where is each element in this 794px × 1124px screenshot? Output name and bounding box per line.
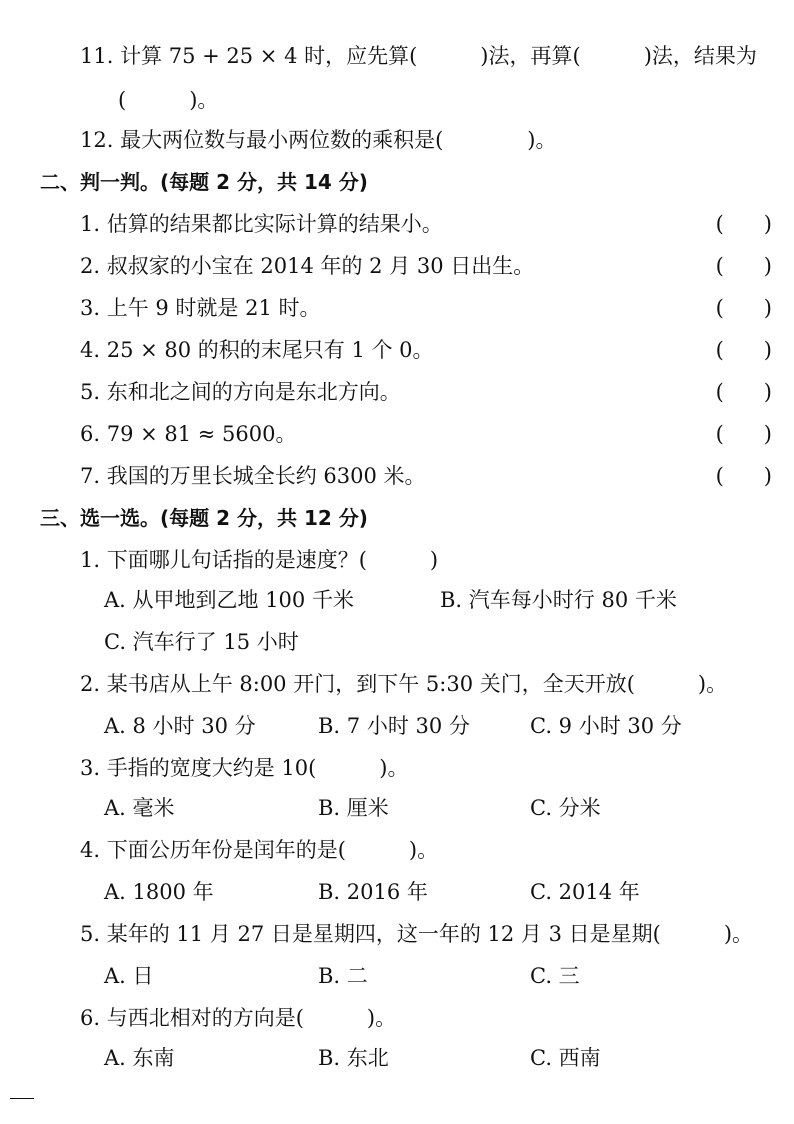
choice-question-4: 4. 下面公历年份是闰年的是( )。 xyxy=(80,838,439,862)
choice-5-option-c[interactable]: C. 三 xyxy=(530,964,580,988)
choice-question-3: 3. 手指的宽度大约是 10( )。 xyxy=(80,756,409,780)
judge-item-1: 1. 估算的结果都比实际计算的结果小。 xyxy=(80,212,443,236)
judge-answer-bracket-4[interactable]: ( ) xyxy=(715,338,772,362)
judge-answer-bracket-6[interactable]: ( ) xyxy=(715,422,772,446)
choice-4-option-b[interactable]: B. 2016 年 xyxy=(318,880,428,904)
question-12: 12. 最大两位数与最小两位数的乘积是( )。 xyxy=(80,128,557,152)
judge-answer-bracket-1[interactable]: ( ) xyxy=(715,212,772,236)
question-11-line-1: 11. 计算 75 + 25 × 4 时，应先算( )法，再算( )法，结果为 xyxy=(80,44,757,68)
choice-2-option-c[interactable]: C. 9 小时 30 分 xyxy=(530,714,682,738)
judge-item-2: 2. 叔叔家的小宝在 2014 年的 2 月 30 日出生。 xyxy=(80,254,535,278)
section-3-title: 三、选一选。(每题 2 分，共 12 分) xyxy=(40,506,368,530)
choice-5-option-b[interactable]: B. 二 xyxy=(318,964,368,988)
judge-answer-bracket-3[interactable]: ( ) xyxy=(715,296,772,320)
choice-6-option-a[interactable]: A. 东南 xyxy=(104,1046,175,1070)
choice-question-1: 1. 下面哪儿句话指的是速度？( ) xyxy=(80,548,439,572)
judge-item-6: 6. 79 × 81 ≈ 5600。 xyxy=(80,422,297,446)
choice-question-2: 2. 某书店从上午 8:00 开门，到下午 5:30 关门，全天开放( )。 xyxy=(80,672,728,696)
choice-2-option-b[interactable]: B. 7 小时 30 分 xyxy=(318,714,470,738)
footer-rule xyxy=(10,1098,34,1099)
choice-3-option-a[interactable]: A. 毫米 xyxy=(104,796,175,820)
judge-item-5: 5. 东和北之间的方向是东北方向。 xyxy=(80,380,401,404)
judge-answer-bracket-7[interactable]: ( ) xyxy=(715,464,772,488)
section-2-title: 二、判一判。(每题 2 分，共 14 分) xyxy=(40,170,368,194)
judge-answer-bracket-2[interactable]: ( ) xyxy=(715,254,772,278)
choice-2-option-a[interactable]: A. 8 小时 30 分 xyxy=(104,714,256,738)
choice-3-option-c[interactable]: C. 分米 xyxy=(530,796,601,820)
choice-6-option-b[interactable]: B. 东北 xyxy=(318,1046,389,1070)
choice-1-option-a[interactable]: A. 从甲地到乙地 100 千米 xyxy=(104,588,354,612)
judge-answer-bracket-5[interactable]: ( ) xyxy=(715,380,772,404)
choice-question-5: 5. 某年的 11 月 27 日是星期四，这一年的 12 月 3 日是星期( )。 xyxy=(80,922,754,946)
choice-4-option-a[interactable]: A. 1800 年 xyxy=(104,880,214,904)
judge-item-3: 3. 上午 9 时就是 21 时。 xyxy=(80,296,321,320)
choice-4-option-c[interactable]: C. 2014 年 xyxy=(530,880,640,904)
judge-item-7: 7. 我国的万里长城全长约 6300 米。 xyxy=(80,464,426,488)
choice-question-6: 6. 与西北相对的方向是( )。 xyxy=(80,1006,397,1030)
judge-item-4: 4. 25 × 80 的积的末尾只有 1 个 0。 xyxy=(80,338,434,362)
choice-5-option-a[interactable]: A. 日 xyxy=(104,964,154,988)
choice-3-option-b[interactable]: B. 厘米 xyxy=(318,796,389,820)
choice-6-option-c[interactable]: C. 西南 xyxy=(530,1046,601,1070)
choice-1-option-c[interactable]: C. 汽车行了 15 小时 xyxy=(104,630,299,654)
question-11-line-2: ( )。 xyxy=(118,88,219,112)
choice-1-option-b[interactable]: B. 汽车每小时行 80 千米 xyxy=(440,588,677,612)
